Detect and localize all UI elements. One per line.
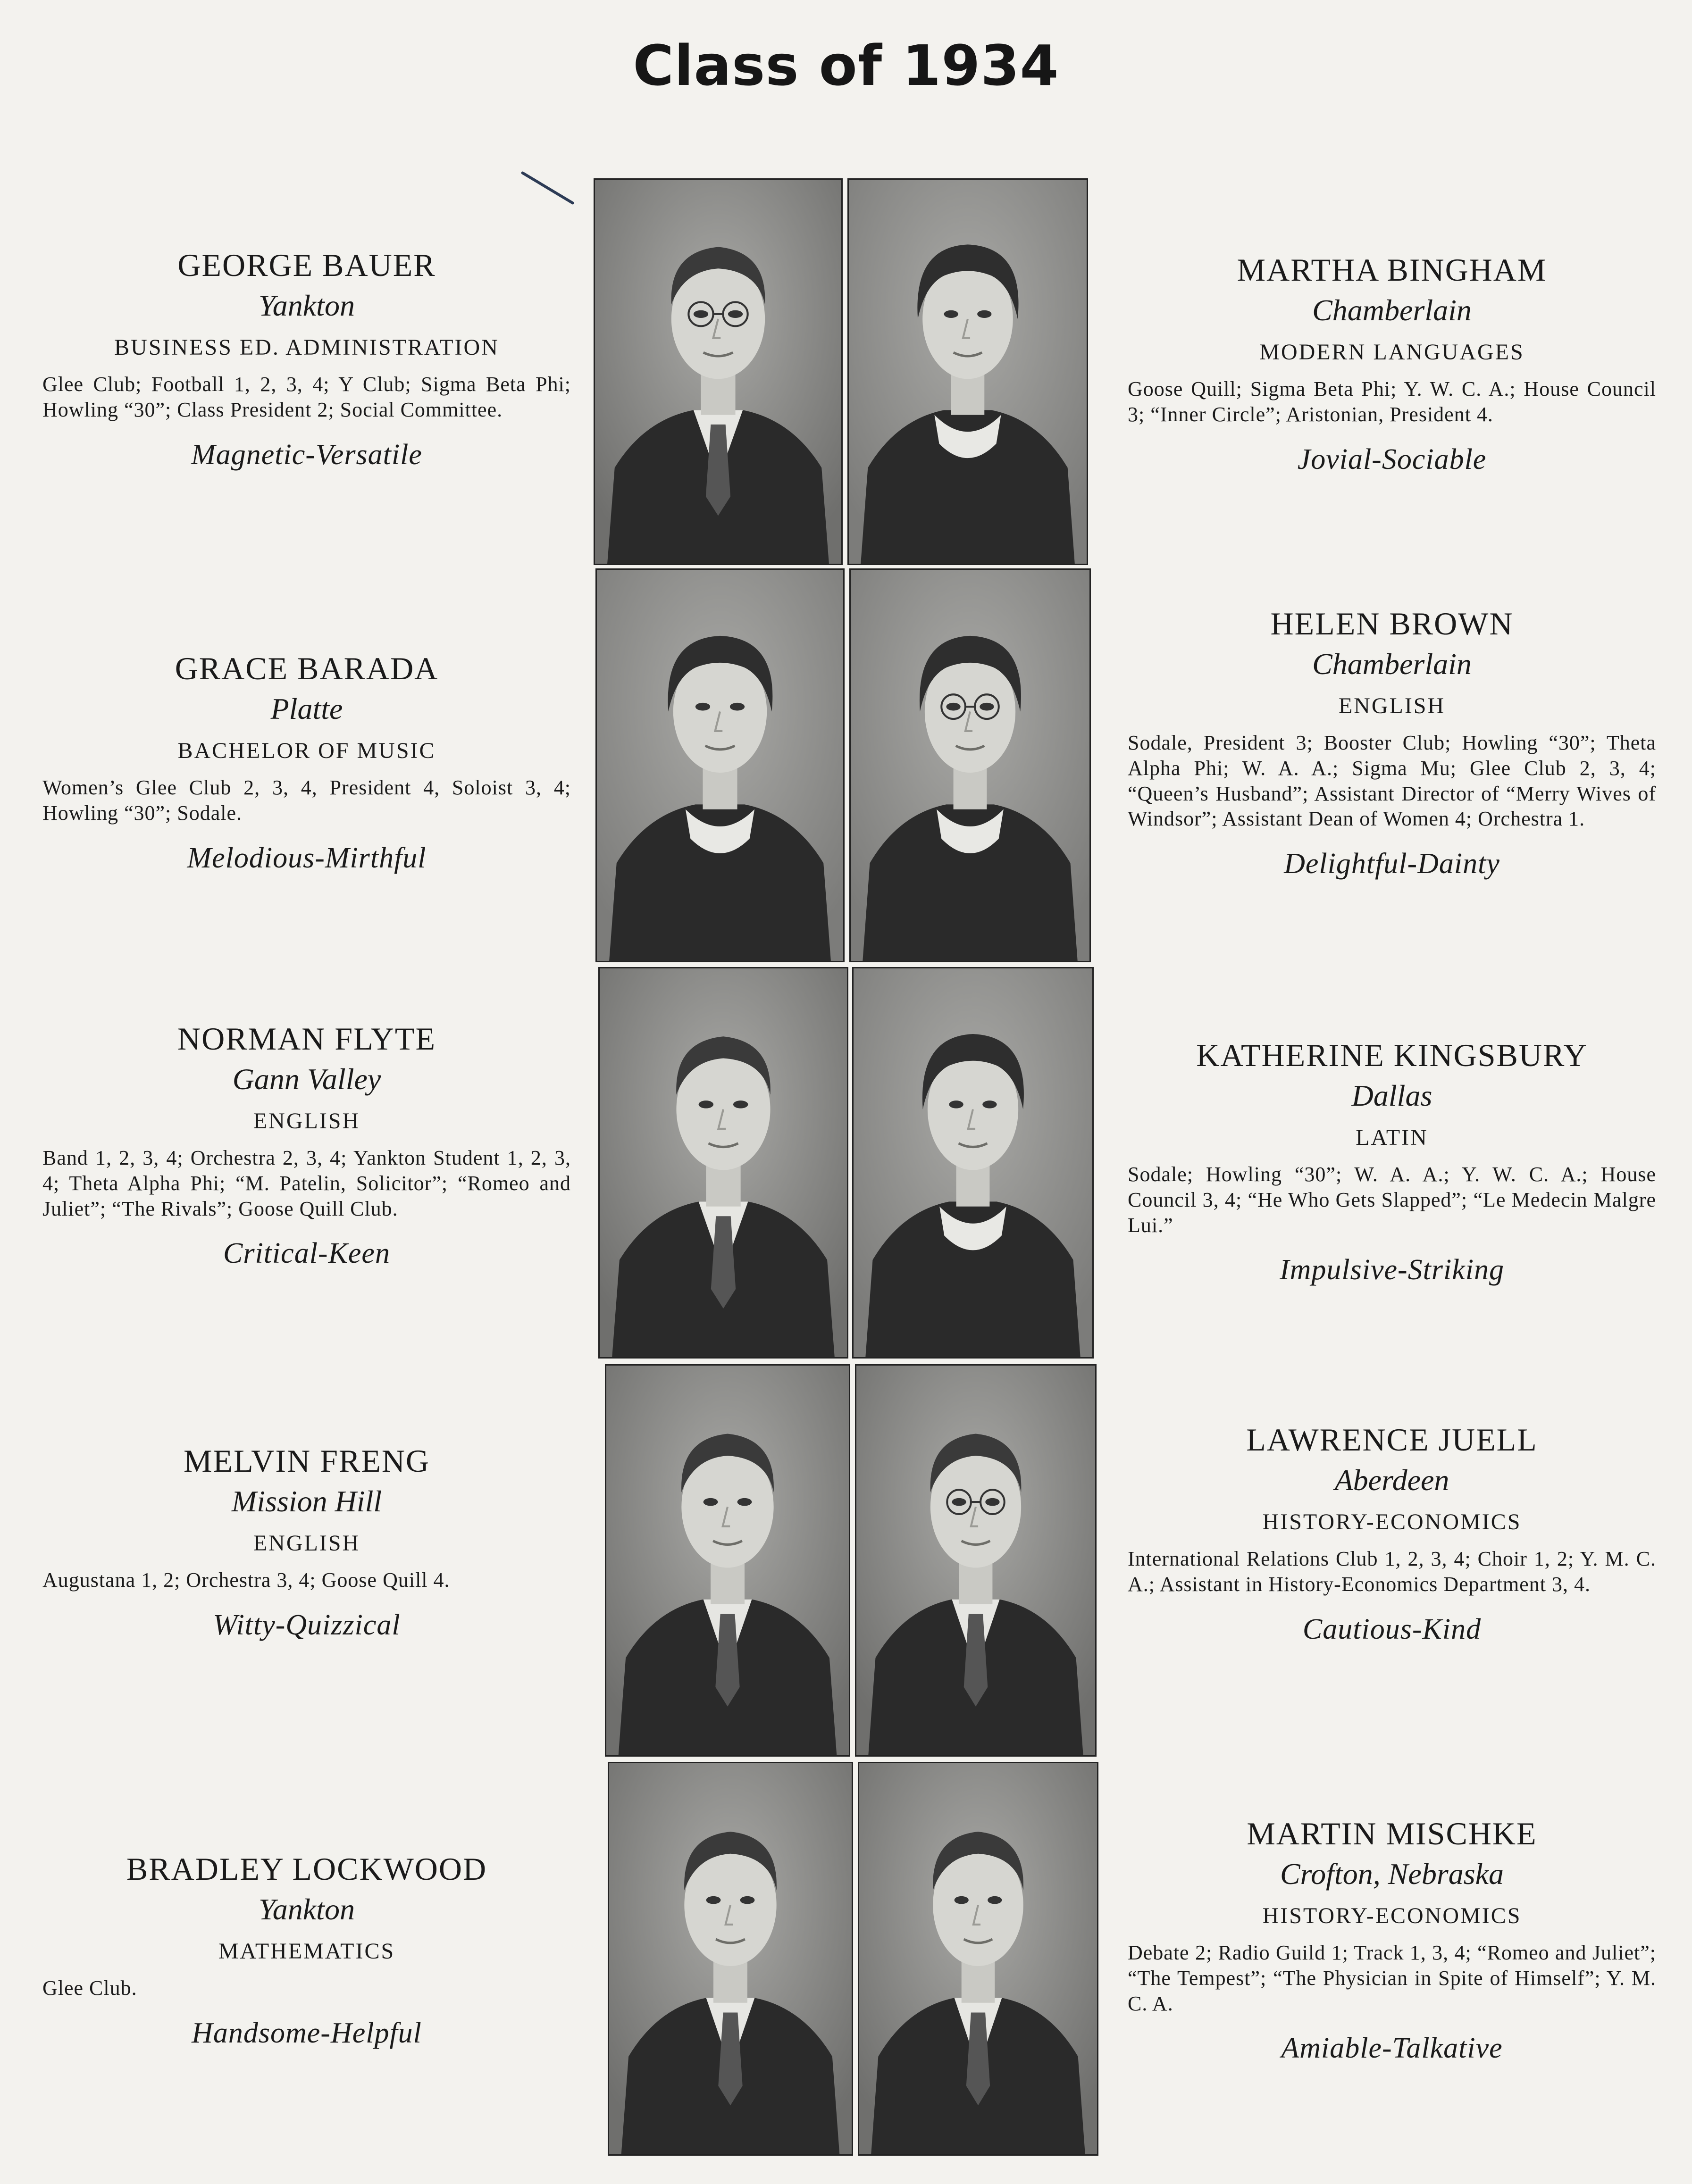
portrait-photo-kingsbury	[852, 967, 1094, 1359]
student-traits: Cautious-Kind	[1302, 1613, 1482, 1645]
portrait-photo-freng	[605, 1364, 850, 1757]
student-traits: Critical-Keen	[223, 1237, 390, 1270]
student-entry-barada	[42, 649, 571, 880]
student-activities: Glee Club.	[42, 1976, 137, 2000]
student-hometown: Gann Valley	[232, 1062, 381, 1096]
student-hometown: Chamberlain	[1312, 647, 1472, 681]
student-major: BACHELOR OF MUSIC	[177, 738, 436, 764]
student-activities: Debate 2; Radio Guild 1; Track 1, 3, 4; “Romeo and Juliet”; “The Tempest”; “The Physician in Spite of Himself”; Y. M. C. A.	[1128, 1941, 1656, 2015]
student-activities: International Relations Club 1, 2, 3, 4; Choir 1, 2; Y. M. C. A.; Assistant in History-Economics Department 3, 4.	[1128, 1547, 1656, 1596]
portrait-photo-mischke	[858, 1762, 1098, 2156]
student-entry-freng	[42, 1441, 571, 1647]
student-hometown: Mission Hill	[231, 1484, 382, 1518]
portrait-photo-barada	[595, 568, 845, 962]
student-name: GEORGE BAUER	[177, 247, 436, 283]
student-entry-brown	[1128, 604, 1656, 886]
student-traits: Jovial-Sociable	[1297, 443, 1487, 475]
portrait-photo-flyte	[598, 967, 848, 1359]
student-name: MELVIN FRENG	[183, 1443, 430, 1479]
student-name: GRACE BARADA	[175, 650, 439, 686]
student-name: MARTHA BINGHAM	[1237, 252, 1547, 288]
portrait-photo-bauer	[594, 178, 843, 565]
student-activities: Goose Quill; Sigma Beta Phi; Y. W. C. A.; House Council 3; “Inner Circle”; Aristonian, President 4.	[1128, 377, 1656, 426]
student-activities: Sodale, President 3; Booster Club; Howling “30”; Theta Alpha Phi; W. A. A.; Sigma Mu; Glee Club 2, 3, 4; “Queen’s Husband”; Assistant Director of “Merry Wives of Windsor”; Assistant Dean of Women 4; Orchestra 1.	[1128, 731, 1656, 831]
student-name: BRADLEY LOCKWOOD	[126, 1851, 487, 1887]
student-traits: Delightful-Dainty	[1284, 847, 1500, 880]
student-traits: Impulsive-Striking	[1279, 1254, 1504, 1286]
student-major: HISTORY-ECONOMICS	[1262, 1903, 1522, 1929]
portrait-photo-juell	[855, 1364, 1097, 1757]
student-entry-bingham	[1128, 250, 1656, 482]
student-hometown: Chamberlain	[1312, 293, 1472, 327]
portrait-photo-bingham	[847, 178, 1088, 565]
student-major: ENGLISH	[253, 1109, 360, 1134]
portrait-photo-lockwood	[608, 1762, 853, 2156]
student-traits: Amiable-Talkative	[1281, 2032, 1503, 2065]
student-hometown: Crofton, Nebraska	[1280, 1857, 1504, 1891]
student-major: ENGLISH	[1338, 693, 1446, 719]
student-activities: Sodale; Howling “30”; W. A. A.; Y. W. C. A.; House Council 3, 4; “He Who Gets Slapped”; “Le Medecin Malgre Lui.”	[1128, 1163, 1656, 1237]
portrait-photo-brown	[849, 568, 1091, 962]
student-major: MODERN LANGUAGES	[1259, 340, 1524, 365]
student-entry-kingsbury	[1128, 1035, 1656, 1292]
student-traits: Witty-Quizzical	[213, 1609, 401, 1641]
student-major: HISTORY-ECONOMICS	[1262, 1509, 1522, 1535]
student-name: KATHERINE KINGSBURY	[1196, 1037, 1588, 1073]
student-entry-flyte	[42, 1019, 571, 1275]
student-activities: Augustana 1, 2; Orchestra 3, 4; Goose Quill 4.	[42, 1568, 450, 1592]
page-title: Class of 1934	[633, 33, 1059, 98]
student-major: MATHEMATICS	[218, 1939, 395, 1964]
ink-mark	[520, 171, 575, 205]
student-name: LAWRENCE JUELL	[1246, 1422, 1538, 1458]
student-traits: Magnetic-Versatile	[191, 438, 422, 471]
student-traits: Handsome-Helpful	[192, 2017, 422, 2049]
student-name: HELEN BROWN	[1270, 606, 1514, 642]
student-major: ENGLISH	[253, 1531, 360, 1556]
student-name: MARTIN MISCHKE	[1247, 1816, 1537, 1851]
student-activities: Band 1, 2, 3, 4; Orchestra 2, 3, 4; Yankton Student 1, 2, 3, 4; Theta Alpha Phi; “M. Patelin, Solicitor”; “Romeo and Juliet”; “The Rivals”; Goose Quill Club.	[42, 1146, 571, 1220]
student-hometown: Yankton	[259, 289, 355, 322]
student-entry-bauer	[42, 245, 571, 477]
student-activities: Glee Club; Football 1, 2, 3, 4; Y Club; Sigma Beta Phi; Howling “30”; Class President 2; Social Committee.	[42, 373, 571, 421]
student-entry-juell	[1128, 1420, 1656, 1651]
student-hometown: Aberdeen	[1334, 1463, 1449, 1497]
student-hometown: Platte	[270, 692, 343, 725]
student-entry-lockwood	[42, 1849, 571, 2055]
student-major: BUSINESS ED. ADMINISTRATION	[114, 335, 499, 360]
student-hometown: Yankton	[259, 1892, 355, 1926]
student-activities: Women’s Glee Club 2, 3, 4, President 4, Soloist 3, 4; Howling “30”; Sodale.	[42, 776, 571, 825]
student-name: NORMAN FLYTE	[177, 1021, 436, 1057]
student-entry-mischke	[1128, 1814, 1656, 2070]
student-traits: Melodious-Mirthful	[187, 842, 427, 874]
student-major: LATIN	[1356, 1125, 1428, 1150]
student-hometown: Dallas	[1351, 1079, 1432, 1112]
